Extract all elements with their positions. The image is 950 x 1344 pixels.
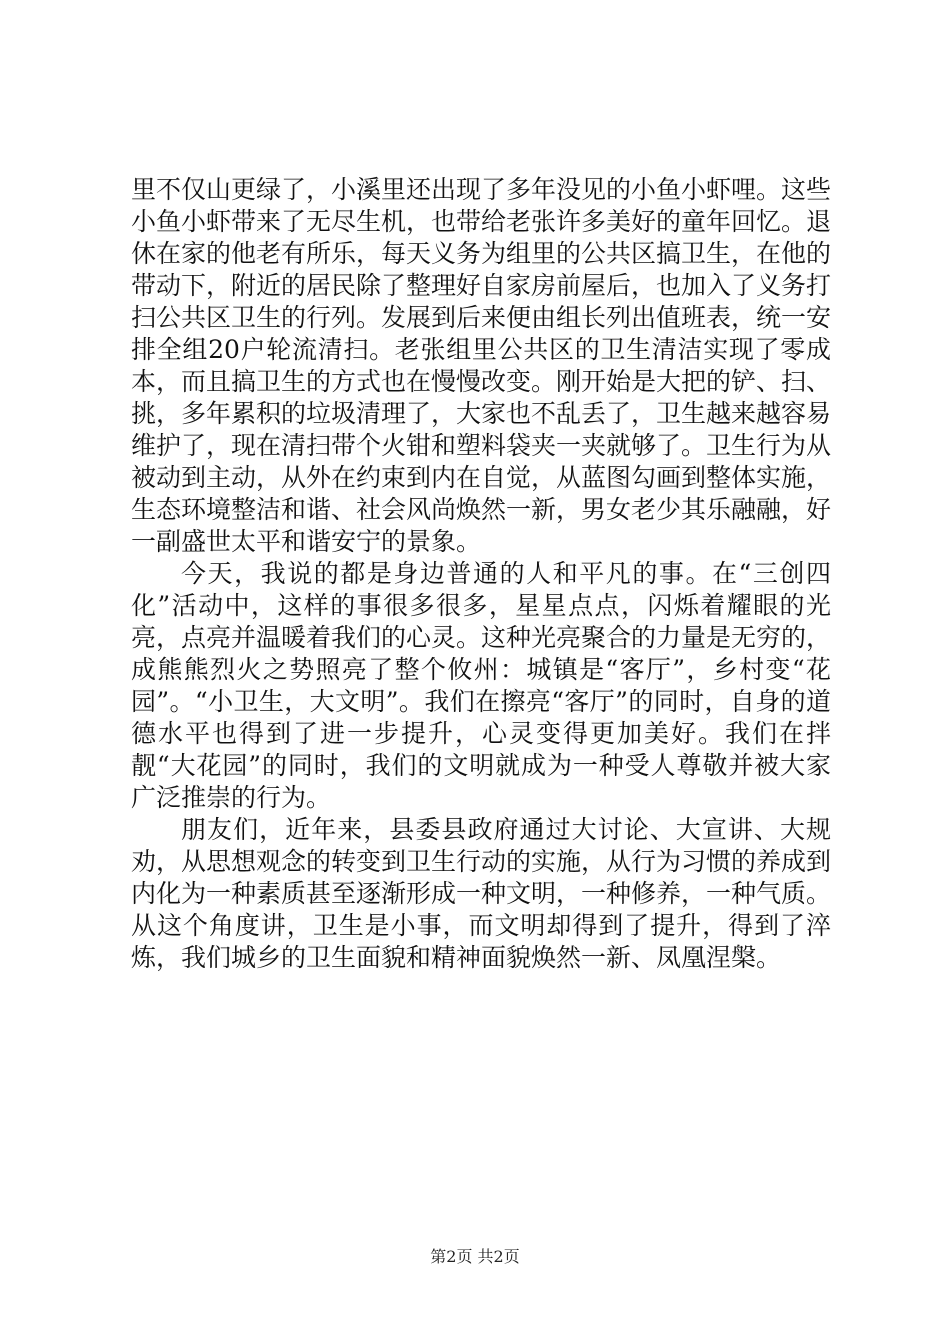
body-text xyxy=(131,174,831,974)
paragraph-continued: 里不仅山更绿了，小溪里还出现了多年没见的小鱼小虾哩。这些小鱼小虾带来了无尽生机，也带给老张许多美好的童年回忆。退休在家的他老有所乐，每天义务为组里的公共区搞卫生，在他的带动下，附近的居民除了整理好自家房前屋后，也加入了义务打扫公共区卫生的行列。发展到后来便由组长列出值班表，统一安排全组20户轮流清扫。老张组里公共区的卫生清洁实现了零成本，而且搞卫生的方式也在慢慢改变。刚开始是大把的铲、扫、挑，多年累积的垃圾清理了，大家也不乱丢了，卫生越来越容易维护了，现在清扫带个火钳和塑料袋夹一夹就够了。卫生行为从被动到主动，从外在约束到内在自觉，从蓝图勾画到整体实施，生态环境整洁和谐、社会风尚焕然一新，男女老少其乐融融，好一副盛世太平和谐安宁的景象。 xyxy=(131,175,832,556)
paragraph: 朋友们，近年来，县委县政府通过大讨论、大宣讲、大规劝，从思想观念的转变到卫生行动的实施，从行为习惯的养成到内化为一种素质甚至逐渐形成一种文明，一种修养，一种气质。从这个角度讲，卫生是小事，而文明却得到了提升，得到了淬炼，我们城乡的卫生面貌和精神面貌焕然一新、凤凰涅槃。 xyxy=(131,815,832,972)
paragraph: 今天，我说的都是身边普通的人和平凡的事。在“三创四化”活动中，这样的事很多很多，星星点点，闪烁着耀眼的光亮，点亮并温暖着我们的心灵。这种光亮聚合的力量是无穷的，成熊熊烈火之势照亮了整个攸州：城镇是“客厅”，乡村变“花园”。“小卫生，大文明”。我们在擦亮“客厅”的同时，自身的道德水平也得到了进一步提升，心灵变得更加美好。我们在拌靓“大花园”的同时，我们的文明就成为一种受人尊敬并被大家广泛推崇的行为。 xyxy=(131,559,832,812)
page-number-footer: 第2页 共2页 xyxy=(430,1247,520,1266)
